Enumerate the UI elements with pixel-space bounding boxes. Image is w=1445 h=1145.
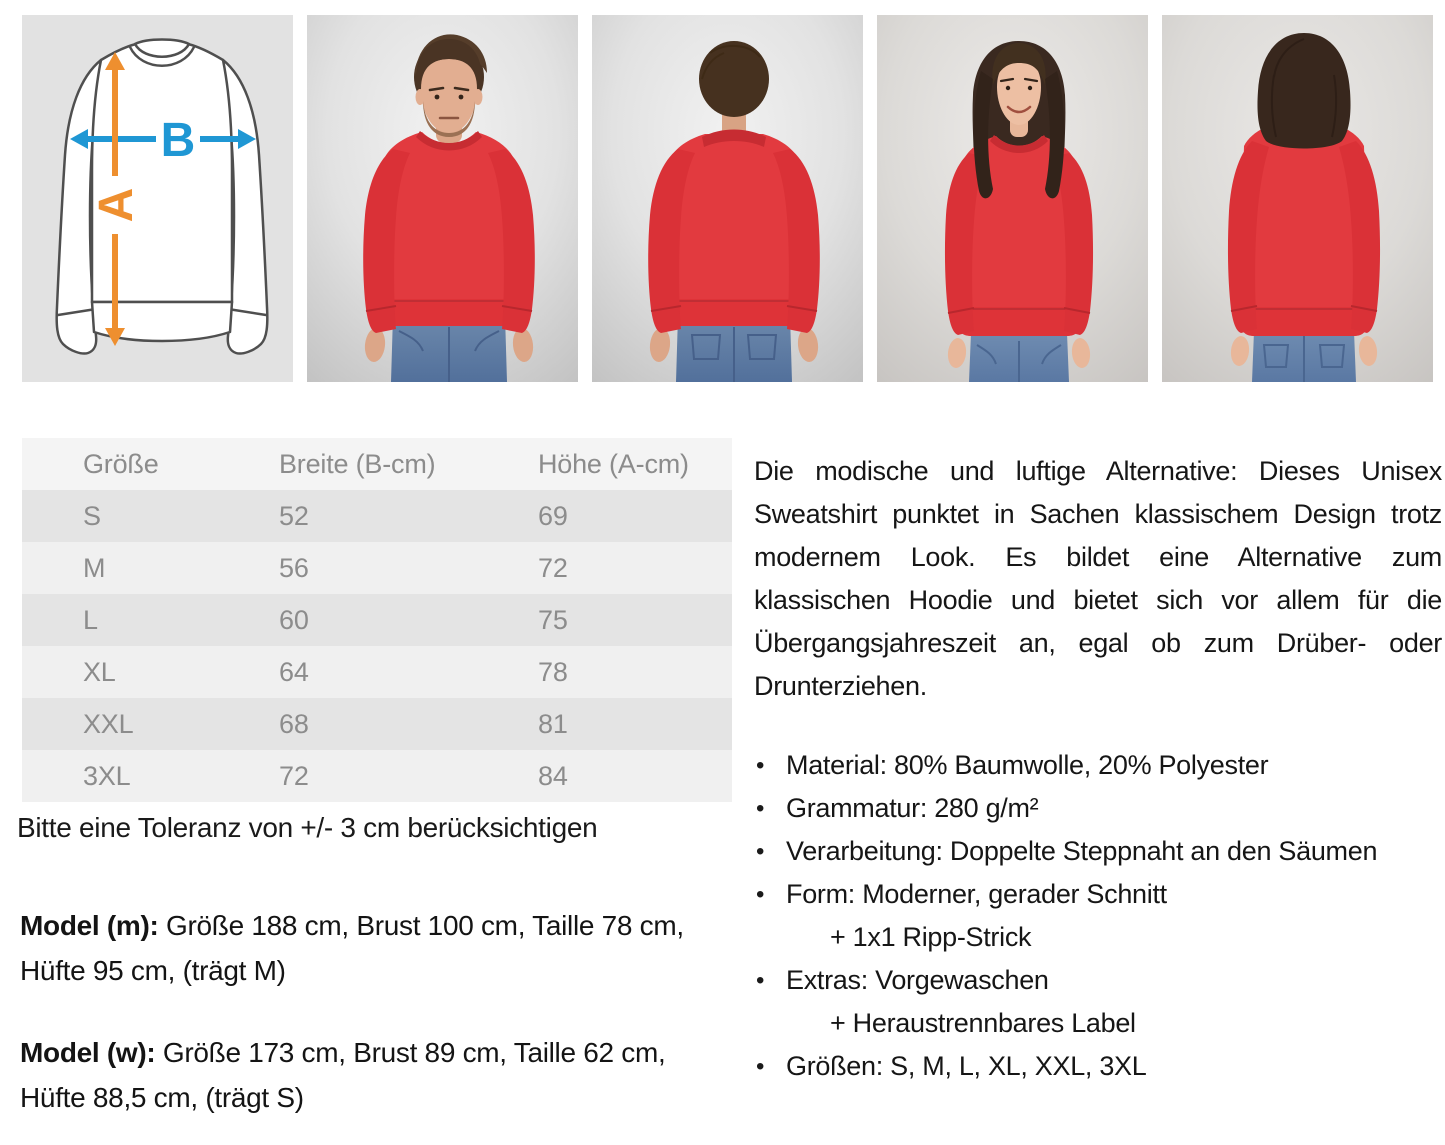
man-back-photo (592, 15, 863, 382)
size-table-header-row (22, 438, 732, 490)
model-info-male-label: Model (m): (20, 910, 159, 941)
model-info-female-label: Model (w): (20, 1037, 156, 1068)
model-info-male-text: Größe 188 cm, Brust 100 cm, Taille 78 cm, Hüfte 95 cm, (trägt M) (20, 910, 684, 986)
woman-front-photo (877, 15, 1148, 382)
list-item (754, 873, 1444, 959)
width-cell: 56 (279, 552, 309, 583)
width-cell: 68 (279, 708, 309, 739)
height-cell: 69 (538, 500, 568, 531)
height-label: A (90, 187, 143, 223)
model-info-female-text: Größe 173 cm, Brust 89 cm, Taille 62 cm, Hüfte 88,5 cm, (trägt S) (20, 1037, 666, 1113)
size-diagram-panel (22, 15, 293, 382)
feature-text: Grammatur: 280 g/m² (786, 793, 1039, 823)
list-item (754, 830, 1444, 873)
photo-man-front (307, 15, 578, 382)
size-table-header: Größe (83, 448, 159, 479)
width-label: B (160, 114, 196, 167)
size-cell: S (83, 500, 101, 531)
table-row (22, 646, 732, 698)
list-item (754, 744, 1444, 787)
width-cell: 60 (279, 604, 309, 635)
height-cell: 75 (538, 604, 568, 635)
table-row (22, 594, 732, 646)
size-cell: L (83, 604, 98, 635)
woman-back-photo (1162, 15, 1433, 382)
width-cell: 64 (279, 656, 309, 687)
table-row (22, 750, 732, 802)
feature-text: Verarbeitung: Doppelte Steppnaht an den Säumen (786, 836, 1378, 866)
width-cell: 52 (279, 500, 309, 531)
size-diagram (22, 15, 293, 382)
table-row (22, 542, 732, 594)
width-cell: 72 (279, 760, 309, 791)
feature-text: Größen: S, M, L, XL, XXL, 3XL (786, 1051, 1147, 1081)
list-item (754, 1045, 1444, 1088)
model-info-male (20, 903, 725, 993)
size-cell: 3XL (83, 760, 131, 791)
feature-text: Form: Moderner, gerader Schnitt (786, 879, 1167, 909)
photo-man-back (592, 15, 863, 382)
feature-text: Extras: Vorgewaschen (786, 965, 1049, 995)
size-cell: XXL (83, 708, 134, 739)
size-table-header: Breite (B-cm) (279, 448, 436, 479)
list-item (754, 959, 1444, 1045)
photo-woman-back (1162, 15, 1433, 382)
model-info-female (20, 1030, 725, 1120)
height-cell: 84 (538, 760, 568, 791)
size-table (22, 438, 732, 802)
product-description: Die modische und luftige Alternative: Dieses Unisex Sweatshirt punktet in Sachen klassischem Design trotz modernem Look. Es bildet eine Alternative zum klassischen Hoodie und bietet sich vor allem für die Übergangsjahreszeit an, egal ob zum Drüber- oder Drunterziehen. (754, 456, 1442, 701)
size-cell: M (83, 552, 106, 583)
size-table-header: Höhe (A-cm) (538, 448, 689, 479)
feature-continuation: + 1x1 Ripp-Strick (830, 922, 1032, 952)
table-row (22, 698, 732, 750)
man-front-photo (307, 15, 578, 382)
table-row (22, 490, 732, 542)
size-cell: XL (83, 656, 116, 687)
feature-continuation: + Heraustrennbares Label (830, 1008, 1136, 1038)
product-image-row (22, 15, 1433, 382)
height-cell: 72 (538, 552, 568, 583)
height-cell: 78 (538, 656, 568, 687)
photo-woman-front (877, 15, 1148, 382)
list-item (754, 787, 1444, 830)
sweatshirt-sketch (57, 40, 268, 354)
height-cell: 81 (538, 708, 568, 739)
tolerance-note: Bitte eine Toleranz von +/- 3 cm berücksichtigen (17, 812, 598, 843)
feature-list (754, 744, 1444, 1088)
feature-text: Material: 80% Baumwolle, 20% Polyester (786, 750, 1269, 780)
